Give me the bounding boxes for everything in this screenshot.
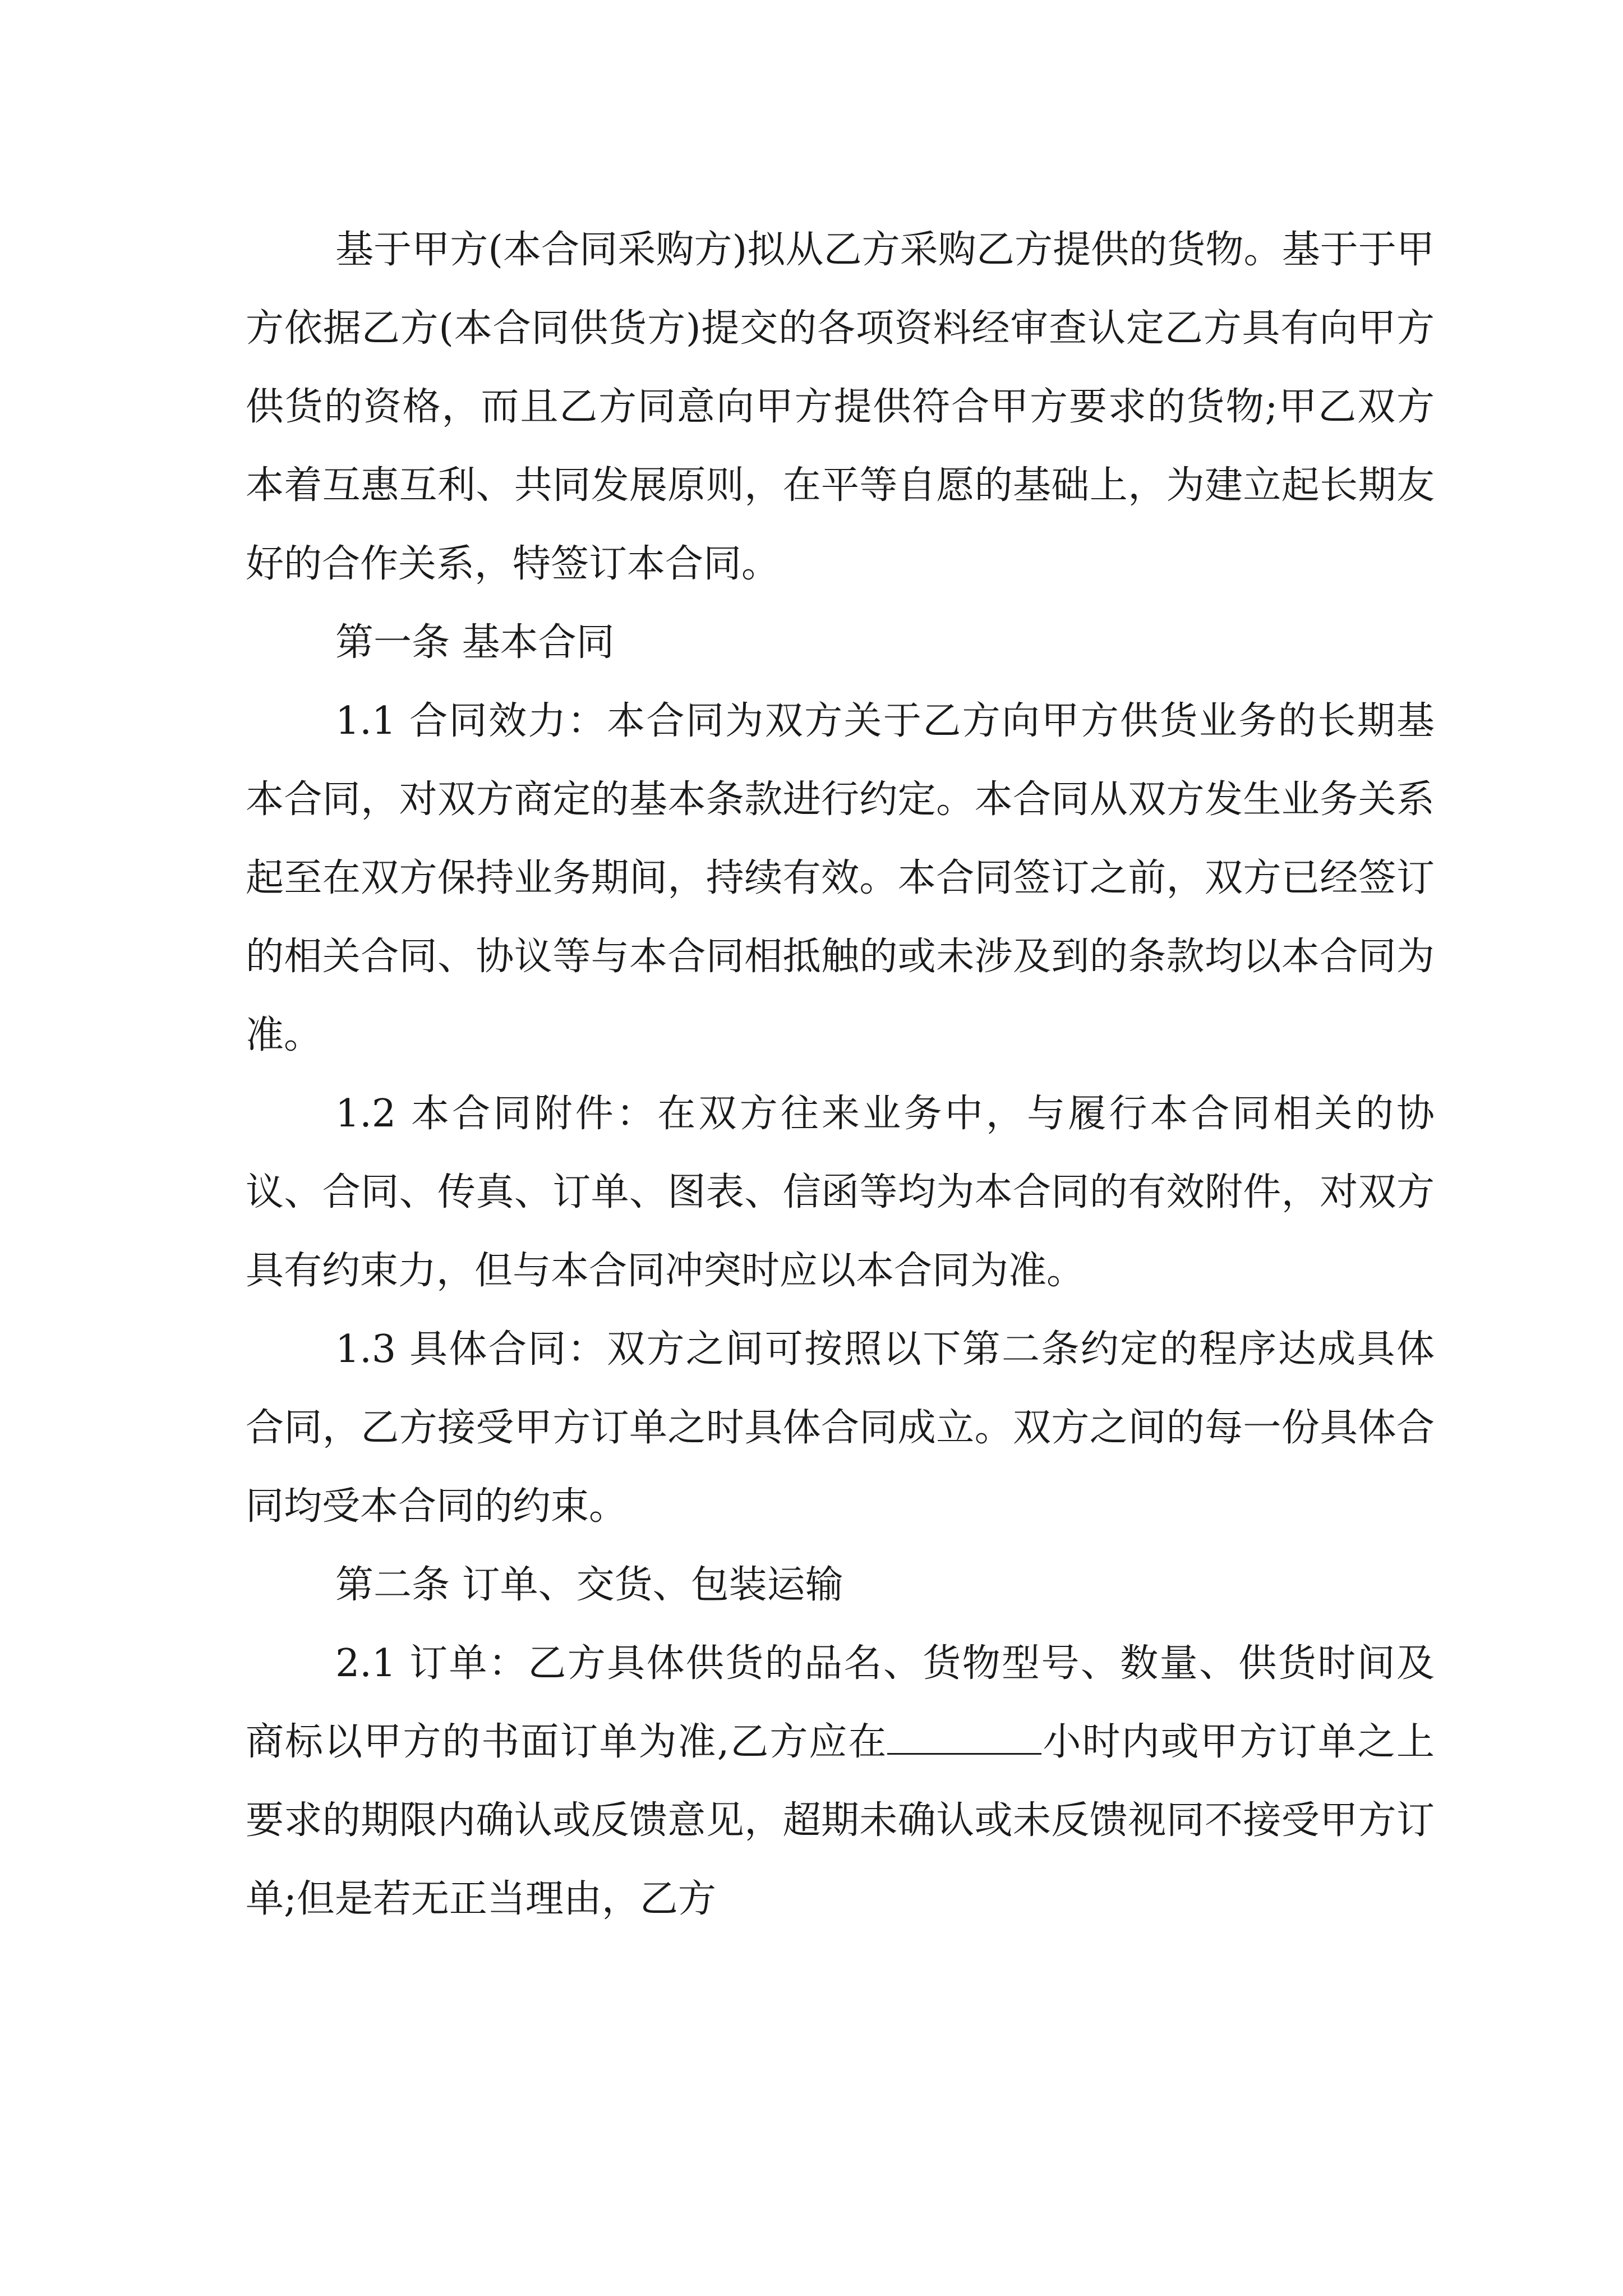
clause-1-1: 1.1 合同效力：本合同为双方关于乙方向甲方供货业务的长期基本合同，对双方商定的基本条款进行约定。本合同从双方发生业务关系起至在双方保持业务期间，持续有效。本合同签订之前，双方已经签订的相关合同、协议等与本合同相抵触的或未涉及到的条款均以本合同为准。 (246, 699, 1435, 1057)
fill-in-blank-hours (887, 1722, 1041, 1755)
clause-2-1 (246, 1625, 1435, 1939)
clause-2-1-text-end: 小时内或甲方订单之上要求的期限内确认或反馈意见，超期未确认或未反馈视同不接受甲方订单;但是若无正当理由，乙方 (246, 1720, 1435, 1921)
clause-1-3: 1.3 具体合同：双方之间可按照以下第二条约定的程序达成具体合同，乙方接受甲方订单之时具体合同成立。双方之间的每一份具体合同均受本合同的约束。 (246, 1327, 1435, 1529)
clause-2-1-text-start: 2.1 订单：乙方具体供货的品名、货物型号、数量、供货时间及商标以甲方的书面订单为准,乙方应在 (246, 1641, 1435, 1764)
document-body (246, 211, 1435, 1939)
intro-paragraph: 基于甲方(本合同采购方)拟从乙方采购乙方提供的货物。基于于甲方依据乙方(本合同供货方)提交的各项资料经审查认定乙方具有向甲方供货的资格，而且乙方同意向甲方提供符合甲方要求的货物;甲乙双方本着互惠互利、共同发展原则，在平等自愿的基础上，为建立起长期友好的合作关系，特签订本合同。 (246, 228, 1435, 586)
article-2-heading: 第二条 订单、交货、包装运输 (335, 1563, 843, 1607)
article-1-heading: 第一条 基本合同 (335, 620, 615, 665)
clause-1-2: 1.2 本合同附件：在双方往来业务中，与履行本合同相关的协议、合同、传真、订单、图表、信函等均为本合同的有效附件，对双方具有约束力，但与本合同冲突时应以本合同为准。 (246, 1092, 1435, 1293)
